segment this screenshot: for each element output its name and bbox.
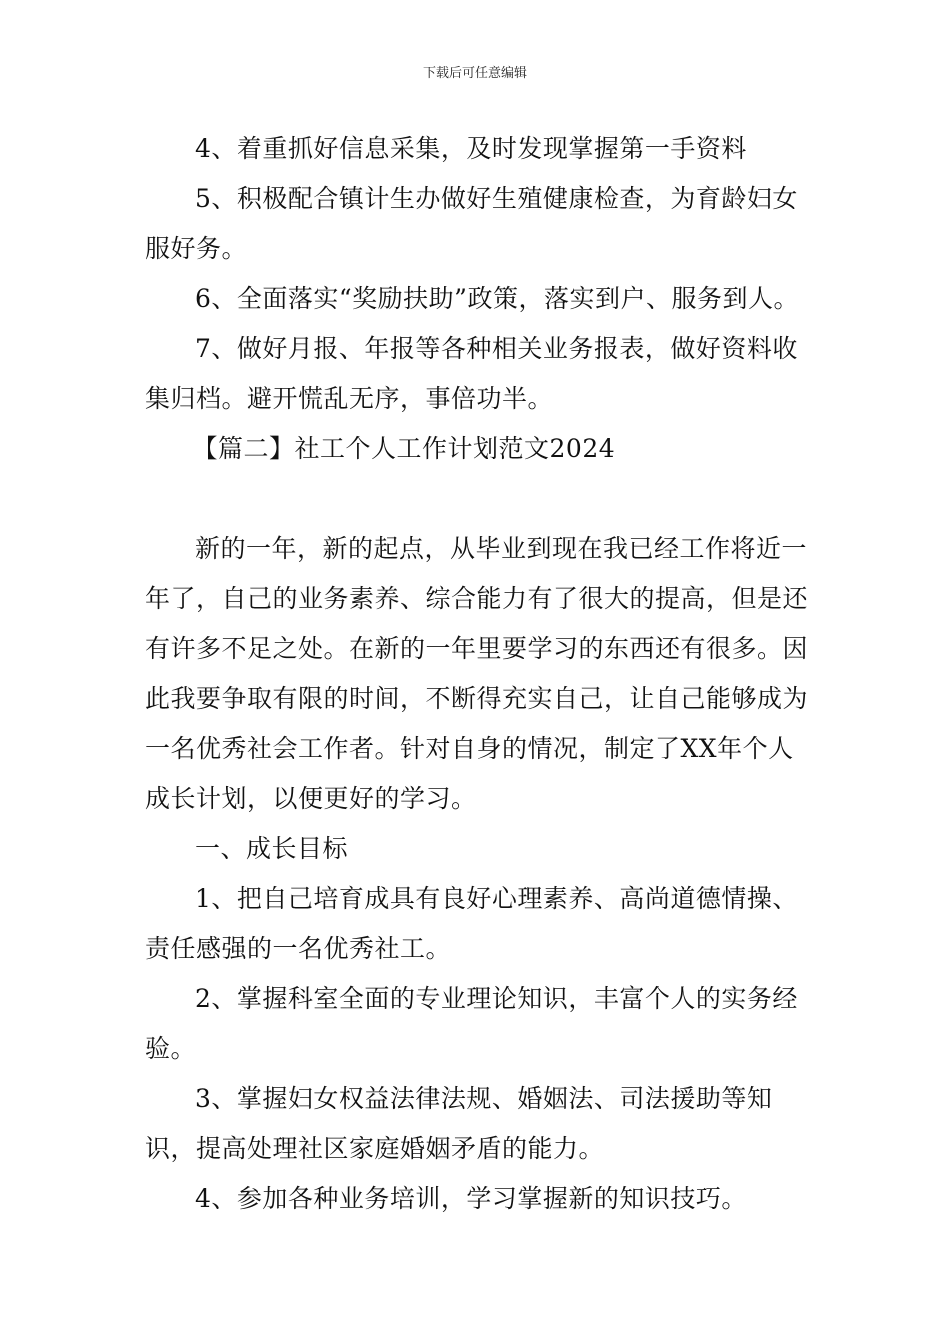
page-header: 下载后可任意编辑	[422, 66, 527, 81]
goal-item-1: 1、把自己培育成具有良好心理素养、高尚道德情操、责任感强的一名优秀社工。	[145, 884, 798, 963]
paragraph-item-7: 7、做好月报、年报等各种相关业务报表，做好资料收集归档。避开慌乱无序，事倍功半。	[145, 334, 798, 413]
goal-item-4: 4、参加各种业务培训，学习掌握新的知识技巧。	[195, 1184, 747, 1213]
goal-item-2: 2、掌握科室全面的专业理论知识，丰富个人的实务经验。	[145, 984, 798, 1063]
intro-paragraph: 新的一年，新的起点，从毕业到现在我已经工作将近一年了，自己的业务素养、综合能力有了很大的提高，但是还有许多不足之处。在新的一年里要学习的东西还有很多。因此我要争取有限的时间，不断得充实自己，让自己能够成为一名优秀社会工作者。针对自身的情况，制定了XX年个人成长计划，以便更好的学习。	[145, 534, 809, 813]
document-body	[145, 124, 811, 1224]
section-spacer	[145, 474, 811, 524]
section-title: 【篇二】社工个人工作计划范文2024	[192, 434, 616, 463]
subsection-heading: 一、成长目标	[195, 834, 349, 863]
paragraph-item-5: 5、积极配合镇计生办做好生殖健康检查，为育龄妇女服好务。	[145, 184, 798, 263]
paragraph-item-4: 4、着重抓好信息采集，及时发现掌握第一手资料	[195, 134, 747, 163]
paragraph-item-6: 6、全面落实“奖励扶助”政策，落实到户、服务到人。	[195, 284, 799, 313]
goal-item-3: 3、掌握妇女权益法律法规、婚姻法、司法援助等知识，提高处理社区家庭婚姻矛盾的能力。	[145, 1084, 773, 1163]
